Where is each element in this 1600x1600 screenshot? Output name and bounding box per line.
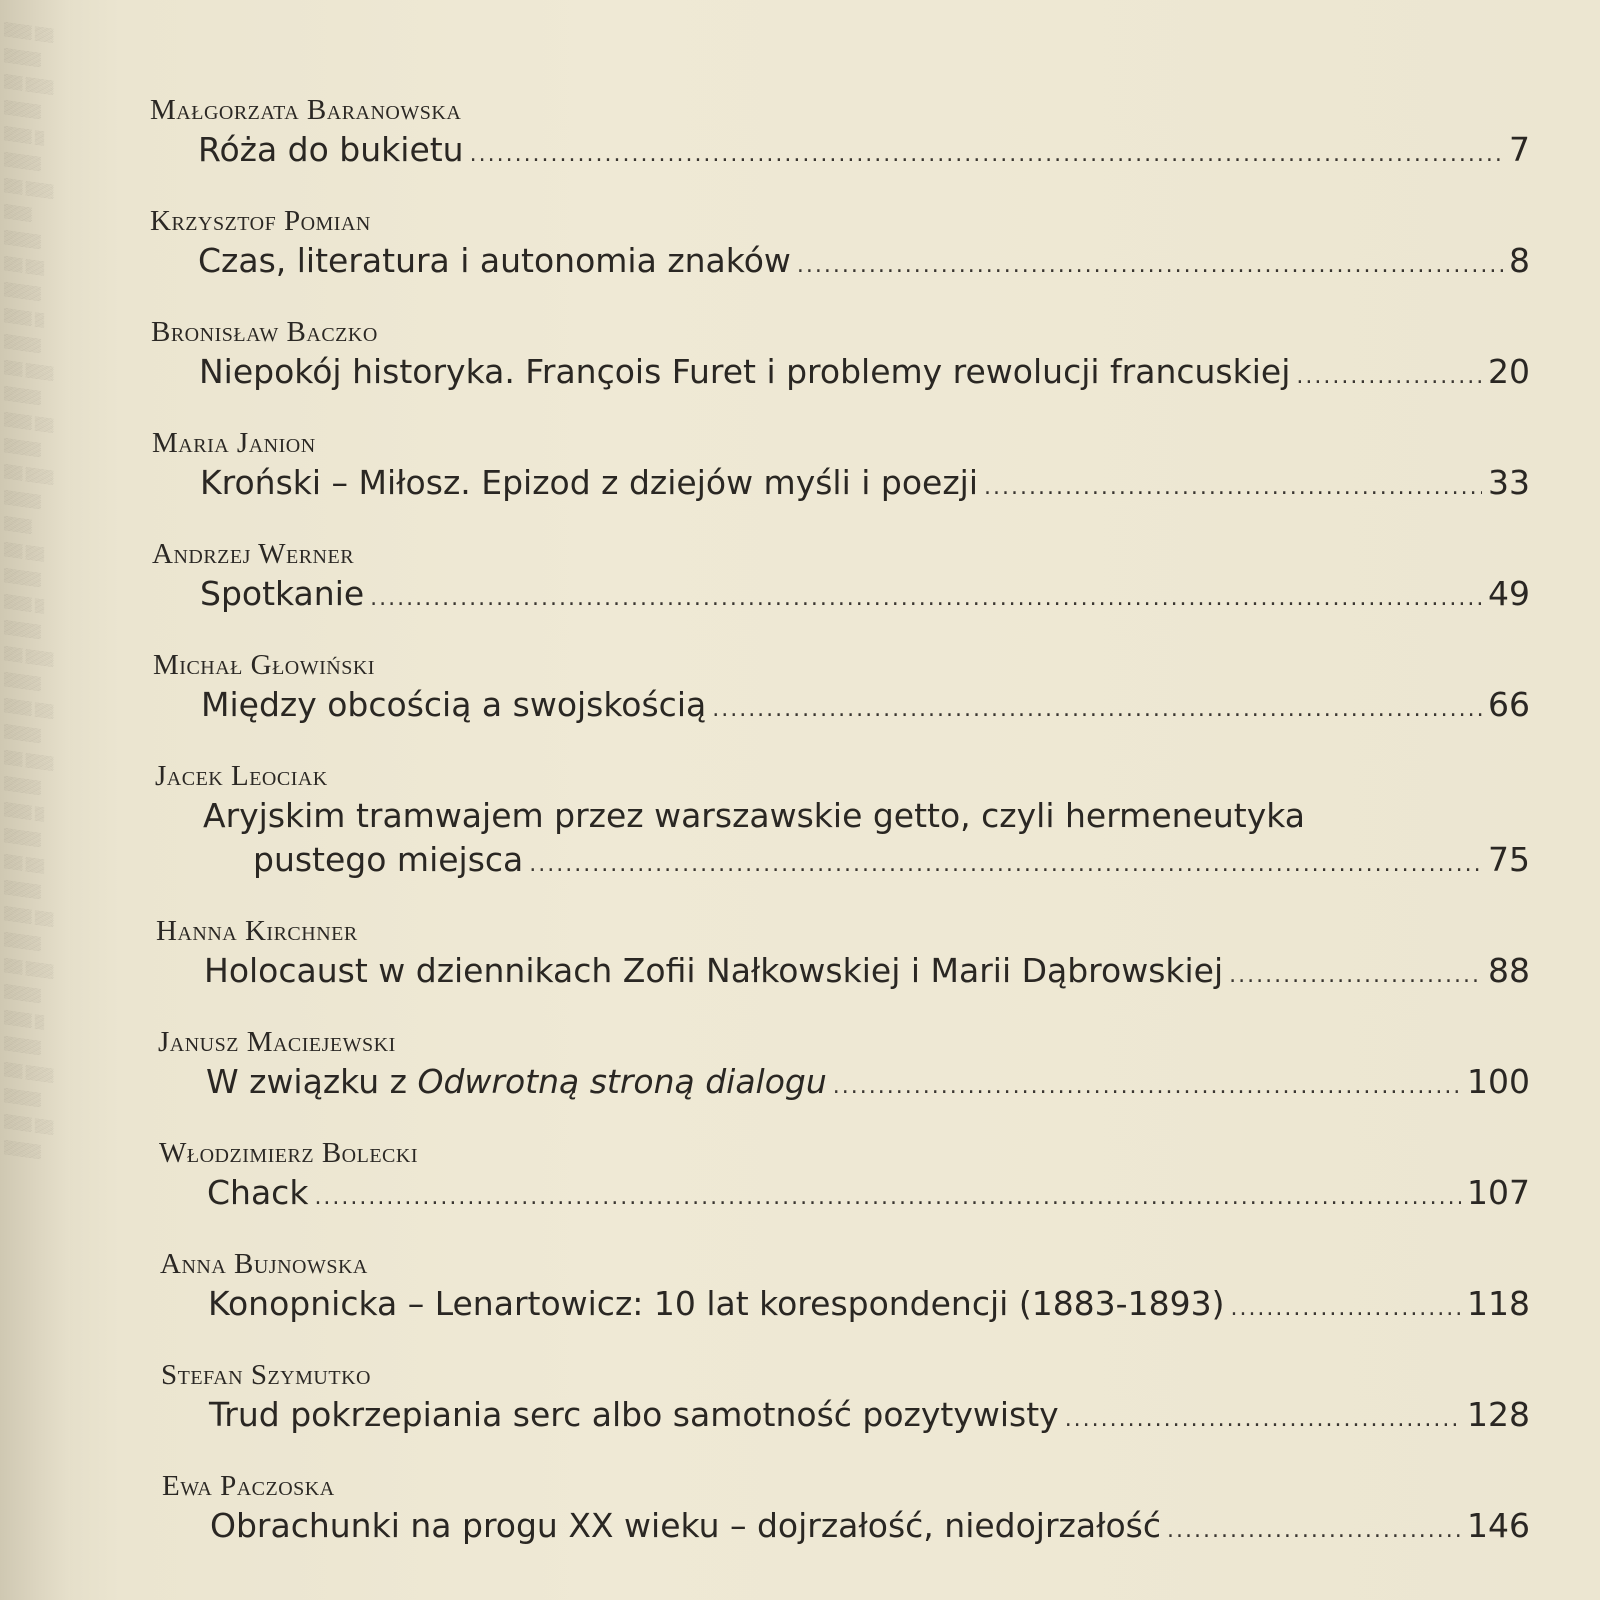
entry-title: Niepokój historyka. François Furet i problemy rewolucji francuskiej (199, 352, 1291, 391)
entry-title: Holocaust w dziennikach Zofii Nałkowskiej i Marii Dąbrowskiej (204, 951, 1224, 990)
dot-leader (1229, 954, 1482, 998)
dot-leader (314, 1176, 1461, 1220)
entry-page: 75 (1488, 840, 1530, 879)
toc-entry (156, 913, 1530, 998)
entry-author: Jacek Leociak (155, 760, 328, 792)
entry-title-line1: Aryjskim tramwajem przez warszawskie getto, czyli hermeneutyka (203, 796, 1305, 835)
entry-title: Czas, literatura i autonomia znaków (198, 241, 791, 280)
toc-entry (162, 1468, 1530, 1553)
dot-leader (370, 577, 1482, 621)
entry-title (206, 1060, 827, 1104)
entry-title-line2: pustego miejsca (253, 840, 524, 879)
entry-author: Anna Bujnowska (160, 1248, 368, 1280)
dot-leader (1167, 1509, 1461, 1553)
entry-author: Bronisław Baczko (151, 316, 378, 348)
entry-page: 118 (1467, 1284, 1530, 1323)
entry-page: 33 (1488, 463, 1530, 502)
entry-title: Między obcością a swojskością (201, 685, 707, 724)
entry-title: Obrachunki na progu XX wieku – dojrzałość, niedojrzałość (210, 1506, 1161, 1545)
dot-leader (1230, 1287, 1461, 1331)
entry-line (204, 949, 1530, 998)
entry-author: Maria Janion (152, 427, 316, 459)
toc-entry (155, 758, 1530, 887)
toc-entry (151, 314, 1530, 399)
entry-line (209, 1393, 1530, 1442)
entry-page: 49 (1488, 574, 1530, 613)
entry-line (206, 1060, 1530, 1109)
toc-entry (150, 92, 1530, 177)
entry-title-italic: Odwrotną stroną dialogu (417, 1062, 827, 1101)
entry-page: 7 (1509, 130, 1530, 169)
toc-entry (152, 425, 1530, 510)
entry-line (210, 1504, 1530, 1553)
entry-author: Andrzej Werner (152, 538, 355, 570)
entry-author: Włodzimierz Bolecki (159, 1137, 418, 1169)
entry-title: Konopnicka – Lenartowicz: 10 lat korespondencji (1883-1893) (208, 1284, 1225, 1323)
dot-leader (529, 843, 1482, 887)
entry-title: Chack (207, 1173, 309, 1212)
entry-line (200, 461, 1530, 510)
entry-author: Małgorzata Baranowska (150, 94, 462, 126)
entry-page: 8 (1509, 241, 1530, 280)
entry-author: Stefan Szymutko (161, 1359, 371, 1391)
entry-title: Róża do bukietu (198, 130, 464, 169)
entry-author: Janusz Maciejewski (158, 1026, 396, 1058)
entry-line (201, 683, 1530, 732)
dot-leader (797, 244, 1503, 288)
dot-leader (1065, 1398, 1461, 1442)
entry-page: 107 (1467, 1173, 1530, 1212)
dot-leader (712, 688, 1482, 732)
entry-line (198, 239, 1530, 288)
entry-author: Michał Głowiński (153, 649, 375, 681)
entry-title: Spotkanie (200, 574, 365, 613)
toc-entry (153, 647, 1530, 732)
entry-line (198, 128, 1530, 177)
entry-line (199, 350, 1530, 399)
entry-line (208, 1282, 1530, 1331)
entry-line (207, 1171, 1530, 1220)
dot-leader (833, 1065, 1461, 1109)
toc-entry (150, 203, 1530, 288)
dot-leader (1296, 355, 1482, 399)
table-of-contents (150, 92, 1530, 1579)
entry-author: Krzysztof Pomian (150, 205, 371, 237)
show-through-text: ▒▒▒ ▒▒ ▒▒▒▒ ▒▒ ▒▒▒ ▒▒▒▒ ▒▒▒ ▒ ▒▒▒▒ ▒▒ ▒▒▒ ▒▒▒ ▒▒▒▒ ▒▒ ▒▒ ▒▒▒▒ ▒▒▒ ▒ ▒▒▒▒ ▒▒ ▒▒▒ ▒▒▒▒ ▒▒▒ ▒▒ ▒▒▒▒ ▒▒ ▒▒▒ ▒▒▒▒ ▒▒▒ ▒▒ ▒▒ ▒▒▒▒ ▒▒▒ ▒ ▒▒▒▒ ▒▒ ▒▒▒ ▒▒▒▒ ▒▒▒ ▒▒ ▒▒▒▒ ▒▒ ▒▒▒ ▒▒▒▒ ▒▒▒ ▒ ▒▒▒▒ ▒▒ ▒▒ ▒▒▒▒ ▒▒▒ ▒▒ ▒▒▒▒ ▒▒ ▒▒▒ ▒▒▒▒ ▒▒▒ ▒ ▒▒▒▒ ▒▒ ▒▒▒ ▒▒▒▒ ▒▒▒ ▒▒ ▒▒▒▒ (4, 20, 54, 1159)
entry-page: 100 (1467, 1062, 1530, 1101)
dot-leader (470, 133, 1503, 177)
entry-author: Ewa Paczoska (162, 1470, 335, 1502)
entry-author: Hanna Kirchner (156, 915, 358, 947)
entry-page: 66 (1488, 685, 1530, 724)
entry-title: Kroński – Miłosz. Epizod z dziejów myśli i poezji (200, 463, 978, 502)
entry-title: Trud pokrzepiania serc albo samotność pozytywisty (209, 1395, 1059, 1434)
entry-title-prefix: W związku z (206, 1062, 418, 1101)
dot-leader (984, 466, 1482, 510)
toc-entry (152, 536, 1530, 621)
toc-entry (158, 1024, 1530, 1109)
page-gutter (0, 0, 70, 1600)
entry-line (253, 838, 1530, 887)
toc-entry (160, 1246, 1530, 1331)
entry-line (200, 572, 1530, 621)
entry-page: 20 (1488, 352, 1530, 391)
entry-page: 146 (1467, 1506, 1530, 1545)
entry-page: 88 (1488, 951, 1530, 990)
toc-entry (159, 1135, 1530, 1220)
entry-page: 128 (1467, 1395, 1530, 1434)
toc-entry (161, 1357, 1530, 1442)
